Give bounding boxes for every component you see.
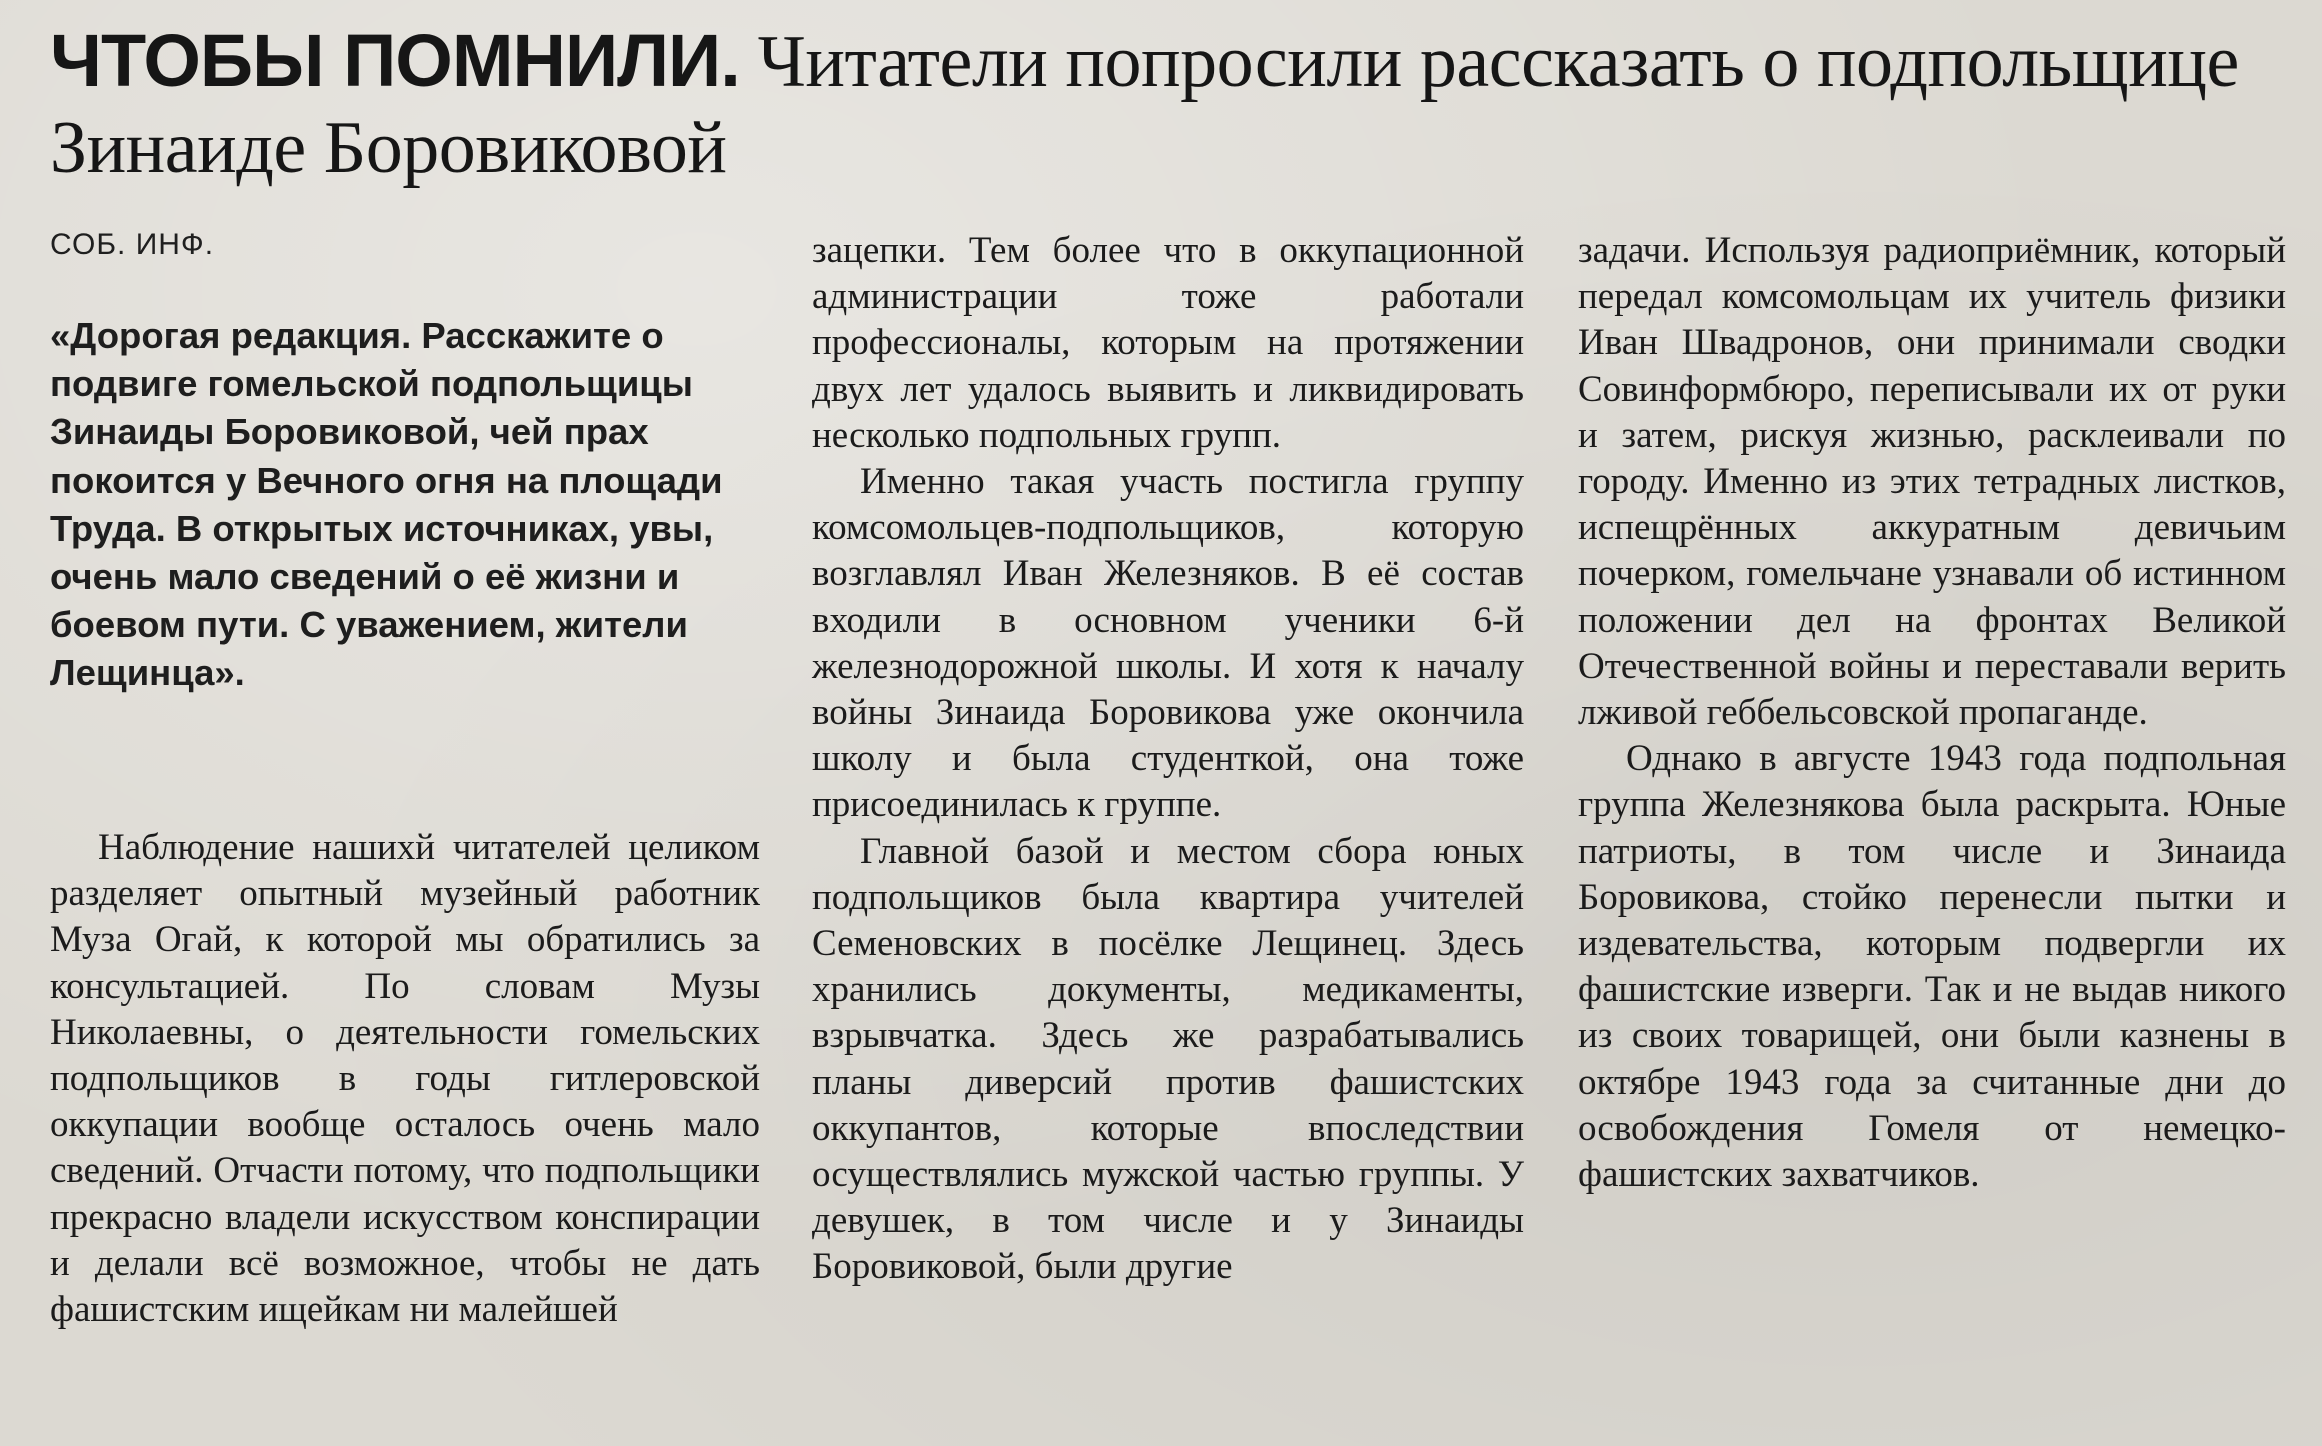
article-column-3 bbox=[1578, 228, 2286, 1198]
article-column-2 bbox=[812, 228, 1524, 1291]
article-headline bbox=[50, 18, 2290, 191]
column-2-paragraph-2: Именно такая участь постигла группу комсомольцев-подпольщиков, которую возглавлял Иван Железняков. В её состав входили в основном ученики 6-й железнодорожной школы. И хотя к началу войны Зинаида Боровикова уже окончила школу и была студенткой, она тоже присоединилась к группе. bbox=[812, 461, 1524, 826]
article-byline: СОБ. ИНФ. bbox=[50, 228, 215, 261]
reader-letter-lead: «Дорогая редакция. Расскажите о подвиге гомельской подпольщицы Зинаиды Боровиковой, чей прах покоится у Вечного огня на площади Труда. В открытых источниках, увы, очень мало сведений о её жизни и боевом пути. С уважением, жители Лещинца». bbox=[50, 315, 723, 694]
headline-title: Читатели попросили рассказать о подпольщице Зинаиде Боровиковой bbox=[50, 21, 2239, 189]
headline-kicker: ЧТОБЫ ПОМНИЛИ. bbox=[50, 19, 740, 102]
article-column-1 bbox=[50, 825, 760, 1333]
column-2-paragraph-1: зацепки. Тем более что в оккупационной администрации тоже работали профессионалы, которым на протяжении двух лет удалось выявить и ликвидировать несколько подпольных групп. bbox=[812, 230, 1524, 456]
column-2-paragraph-3: Главной базой и местом сбора юных подпольщиков была квартира учителей Семеновских в посёлке Лещинец. Здесь хранились документы, медикаменты, взрывчатка. Здесь же разрабатывались планы диверсий против фашистских оккупантов, которые впоследствии осуществлялись мужской частью группы. У девушек, в том числе и у Зинаиды Боровиковой, были другие bbox=[812, 830, 1524, 1288]
column-3-paragraph-1: задачи. Используя радиоприёмник, который передал комсомольцам их учитель физики Иван Швадронов, они принимали сводки Совинформбюро, переписывали их от руки и затем, рискуя жизнью, расклеивали по городу. Именно из этих тетрадных листков, испещрённых аккуратным девичьим почерком, гомельчане узнавали об истинном положении дел на фронтах Великой Отечественной войны и переставали верить лживой геббельсовской пропаганде. bbox=[1578, 230, 2286, 734]
column-3-paragraph-2: Однако в августе 1943 года подпольная группа Железнякова была раскрыта. Юные патриоты, в том числе и Зинаида Боровикова, стойко перенесли пытки и издевательства, которым подвергли их фашистские изверги. Так и не выдав никого из своих товарищей, они были казнены в октябре 1943 года за считанные дни до освобождения Гомеля от немецко-фашистских захватчиков. bbox=[1578, 738, 2286, 1196]
column-1-paragraph-1: Наблюдение нашихй читателей целиком разделяет опытный музейный работник Муза Огай, к которой мы обратились за консультацией. По словам Музы Николаевны, о деятельности гомельских подпольщиков в годы гитлеровской оккупации вообще осталось очень мало сведений. Отчасти потому, что подпольщики прекрасно владели искусством конспирации и делали всё возможное, чтобы не дать фашистским ищейкам ни малейшей bbox=[50, 827, 760, 1331]
